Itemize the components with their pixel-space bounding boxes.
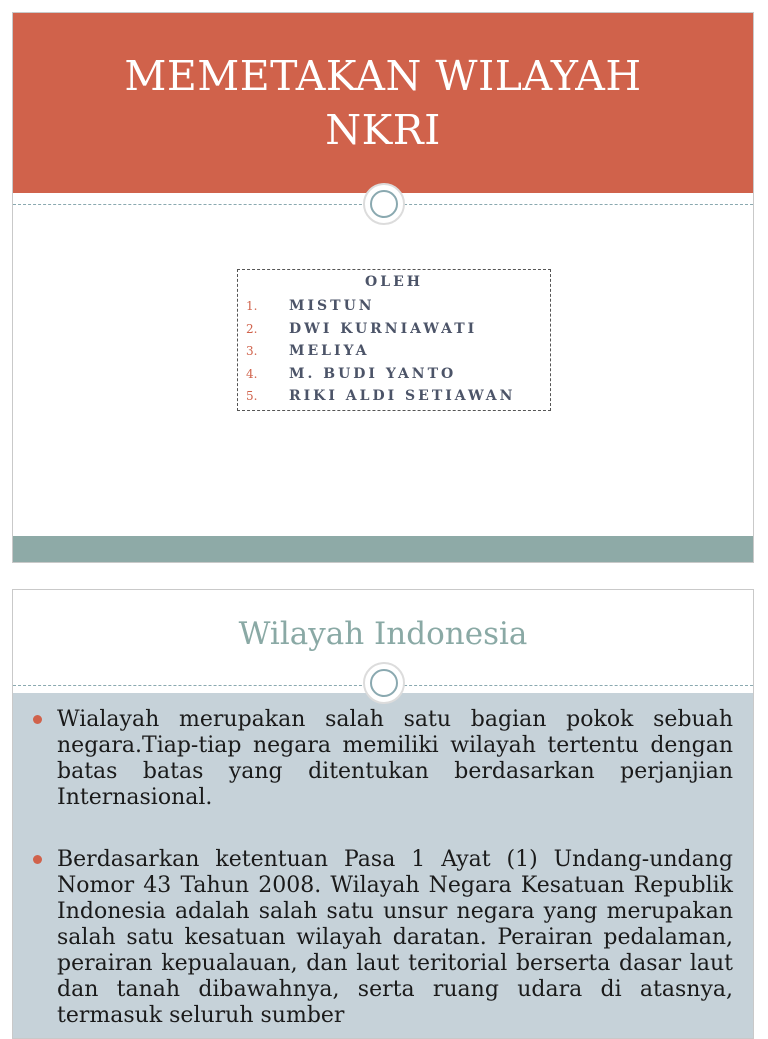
list-number: 3. — [246, 344, 258, 359]
bullet-dot-icon — [33, 855, 42, 864]
title-band — [13, 13, 753, 193]
author-name: MELIYA — [289, 343, 370, 360]
list-item — [246, 340, 515, 363]
list-item — [246, 363, 515, 386]
circle-ornament-icon — [363, 183, 405, 225]
author-name: DWI KURNIAWATI — [289, 320, 478, 337]
content-slide — [12, 589, 754, 1039]
list-number: 1. — [246, 299, 258, 314]
author-list — [246, 295, 515, 408]
author-box — [237, 269, 551, 411]
bullet-list — [31, 707, 733, 1039]
body-area — [13, 693, 753, 1038]
author-name: MISTUN — [289, 298, 375, 315]
list-number: 4. — [246, 366, 258, 381]
footer-band — [13, 536, 753, 562]
list-item — [31, 707, 733, 811]
bullet-text: Wialayah merupakan salah satu bagian pokok sebuah negara.Tiap-tiap negara memiliki wilayah tertentu dengan batas batas yang ditentukan berdasarkan perjanjian Internasional. — [57, 707, 733, 810]
slide-title: Wilayah Indonesia — [238, 616, 528, 652]
author-name: M. BUDI YANTO — [289, 365, 457, 382]
authors-heading: OLEH — [365, 274, 423, 290]
title-slide — [12, 12, 754, 563]
list-item — [31, 847, 733, 1029]
slide-title: MEMETAKAN WILAYAH NKRI — [124, 52, 642, 154]
bullet-dot-icon — [33, 715, 42, 724]
list-item — [246, 318, 515, 341]
list-number: 2. — [246, 321, 258, 336]
list-number: 5. — [246, 389, 258, 404]
bullet-text: Berdasarkan ketentuan Pasa 1 Ayat (1) Undang-undang Nomor 43 Tahun 2008. Wilayah Negara Kesatuan Republik Indonesia adalah salah satu unsur negara yang merupakan salah satu kesatuan wilayah daratan. Perairan pedalaman, perairan kepualauan, dan laut teritorial berserta dasar laut dan tanah dibawahnya, serta ruang udara di atasnya, termasuk seluruh sumber — [57, 847, 733, 1028]
circle-ornament-icon — [363, 662, 405, 704]
author-name: RIKI ALDI SETIAWAN — [289, 388, 516, 405]
list-item — [246, 295, 515, 318]
list-item — [246, 385, 515, 408]
